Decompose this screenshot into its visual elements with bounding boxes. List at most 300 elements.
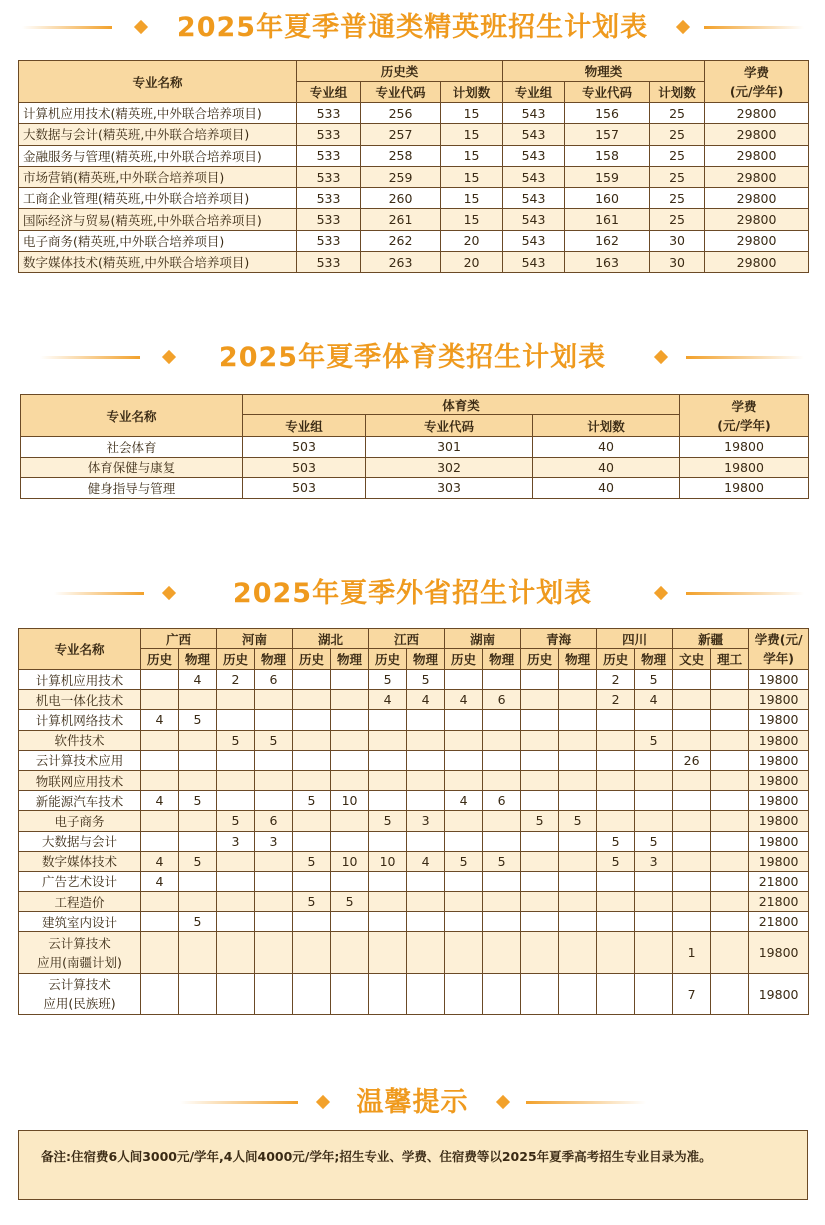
major-name: 新能源汽车技术 [19,791,141,811]
plan-cell [407,932,445,974]
major-name: 体育保健与康复 [21,457,243,478]
plan-cell [407,871,445,891]
plan-cell [635,973,673,1015]
plan-cell [179,871,217,891]
outprov-title: 2025年夏季外省招生计划表 [232,578,593,609]
plan-cell [179,750,217,770]
plan-cell [711,770,749,790]
table-row [19,811,809,831]
plan-cell [673,710,711,730]
col-subject: 理工 [711,649,749,670]
plan-cell: 5 [179,912,217,932]
plan-cell [407,730,445,750]
table-row [19,770,809,790]
plan-cell [217,690,255,710]
plan-cell [711,811,749,831]
plan-cell [483,710,521,730]
major-name: 工程造价 [19,892,141,912]
cell-hp: 15 [441,188,503,209]
plan-cell [445,730,483,750]
plan-cell: 5 [331,892,369,912]
plan-cell: 5 [179,851,217,871]
plan-cell: 4 [407,690,445,710]
cell-fee: 19800 [749,690,809,710]
plan-cell [331,730,369,750]
major-name: 数字媒体技术(精英班,中外联合培养项目) [19,252,297,273]
plan-cell [559,871,597,891]
plan-cell [521,710,559,730]
plan-cell [521,770,559,790]
cell-fee: 21800 [749,871,809,891]
plan-cell [407,791,445,811]
col-subject: 历史 [217,649,255,670]
plan-cell: 5 [597,851,635,871]
plan-cell [217,770,255,790]
plan-cell: 6 [255,811,293,831]
plan-cell: 4 [635,690,673,710]
plan-cell [141,770,179,790]
elite-title: 2025年夏季普通类精英班招生计划表 [176,12,649,43]
col-code: 专业代码 [361,82,441,103]
plan-cell [369,791,407,811]
table-row [19,730,809,750]
col-group: 专业组 [297,82,361,103]
plan-cell [673,770,711,790]
cell-fee: 29800 [705,252,809,273]
plan-cell [521,690,559,710]
plan-cell [331,710,369,730]
cell-fee: 19800 [680,478,809,499]
cell-hc: 257 [361,124,441,145]
plan-cell [521,973,559,1015]
major-name: 计算机应用技术 [19,670,141,690]
col-province: 江西 [369,629,445,649]
cell-fee: 19800 [749,750,809,770]
major-name: 计算机应用技术(精英班,中外联合培养项目) [19,103,297,124]
plan-cell [521,932,559,974]
plan-cell: 5 [369,670,407,690]
plan-cell [331,750,369,770]
plan-cell [217,973,255,1015]
plan-cell [559,892,597,912]
table-row [19,932,809,974]
plan-cell [179,831,217,851]
plan-cell [217,791,255,811]
plan-cell [179,690,217,710]
cell-pg: 543 [503,124,565,145]
col-category: 体育类 [243,395,680,415]
major-name: 大数据与会计 [19,831,141,851]
cell-pg: 543 [503,188,565,209]
cell-pc: 157 [565,124,650,145]
col-major: 专业名称 [21,395,243,437]
major-name: 广告艺术设计 [19,871,141,891]
plan-cell [559,750,597,770]
cell-hg: 533 [297,252,361,273]
cell-hg: 533 [297,145,361,166]
plan-cell [445,932,483,974]
major-name: 电子商务 [19,811,141,831]
cell-hg: 533 [297,188,361,209]
col-province: 湖南 [445,629,521,649]
plan-cell: 10 [331,851,369,871]
note-box: 备注:住宿费6人间3000元/学年,4人间4000元/学年;招生专业、学费、住宿费等以2025年夏季高考招生专业目录为准。 [18,1130,808,1200]
cell-pp: 25 [650,124,705,145]
cell-fee: 19800 [680,437,809,458]
cell-fee: 29800 [705,209,809,230]
col-subject: 历史 [369,649,407,670]
plan-cell [255,851,293,871]
plan-cell [597,973,635,1015]
sports-title: 2025年夏季体育类招生计划表 [218,342,607,373]
plan-cell: 3 [255,831,293,851]
table-row [19,871,809,891]
cell-pg: 543 [503,145,565,166]
plan-cell [141,750,179,770]
major-name: 社会体育 [21,437,243,458]
plan-cell [141,690,179,710]
plan-cell [179,932,217,974]
major-name: 云计算技术 应用(南疆计划) [19,932,141,974]
plan-cell [711,670,749,690]
col-province: 湖北 [293,629,369,649]
major-name: 云计算技术 应用(民族班) [19,973,141,1015]
table-row [21,437,809,458]
cell-p: 40 [533,457,680,478]
table-row [19,710,809,730]
cell-hp: 15 [441,103,503,124]
plan-cell: 5 [635,730,673,750]
plan-cell [635,811,673,831]
plan-cell: 4 [141,871,179,891]
cell-p: 40 [533,437,680,458]
plan-cell [217,892,255,912]
cell-c: 303 [366,478,533,499]
plan-cell [255,710,293,730]
elite-section-title [0,8,825,48]
plan-cell [673,670,711,690]
plan-cell [483,932,521,974]
table-row [21,478,809,499]
plan-cell [559,710,597,730]
plan-cell: 5 [559,811,597,831]
plan-cell: 4 [445,690,483,710]
plan-cell [141,932,179,974]
col-subject: 历史 [293,649,331,670]
plan-cell [445,670,483,690]
plan-cell [521,750,559,770]
major-name: 云计算技术应用 [19,750,141,770]
plan-cell [217,750,255,770]
plan-cell [331,871,369,891]
plan-cell [293,831,331,851]
cell-pp: 25 [650,209,705,230]
plan-cell [141,670,179,690]
col-subject: 物理 [331,649,369,670]
plan-cell [407,770,445,790]
plan-cell [255,932,293,974]
plan-cell [521,831,559,851]
col-fee: 学费(元/学年) [749,629,809,670]
cell-hg: 533 [297,166,361,187]
plan-cell [331,690,369,710]
plan-cell [597,730,635,750]
plan-cell [179,892,217,912]
col-physics: 物理类 [503,61,705,82]
plan-cell [293,811,331,831]
plan-cell [255,770,293,790]
plan-cell [559,851,597,871]
cell-pp: 25 [650,166,705,187]
plan-cell [369,770,407,790]
plan-cell [635,770,673,790]
plan-cell [217,710,255,730]
plan-cell [521,730,559,750]
plan-cell [559,791,597,811]
plan-cell [673,811,711,831]
plan-cell [369,892,407,912]
col-subject: 物理 [483,649,521,670]
table-row [19,750,809,770]
elite-plan-table [18,60,809,273]
cell-pg: 543 [503,166,565,187]
plan-cell [559,831,597,851]
plan-cell [141,831,179,851]
table-row [19,791,809,811]
plan-cell [179,730,217,750]
col-subject: 物理 [179,649,217,670]
cell-hg: 533 [297,103,361,124]
cell-hc: 261 [361,209,441,230]
col-province: 四川 [597,629,673,649]
plan-cell [293,871,331,891]
cell-c: 301 [366,437,533,458]
plan-cell [597,892,635,912]
plan-cell [635,912,673,932]
plan-cell [179,973,217,1015]
plan-cell: 5 [445,851,483,871]
cell-fee: 19800 [680,457,809,478]
plan-cell: 5 [369,811,407,831]
col-code: 专业代码 [366,415,533,437]
cell-pc: 161 [565,209,650,230]
plan-cell [483,831,521,851]
plan-cell [407,973,445,1015]
plan-cell [711,831,749,851]
plan-cell [255,791,293,811]
major-name: 计算机网络技术 [19,710,141,730]
col-fee: 学费 (元/学年) [680,395,809,437]
col-code: 专业代码 [565,82,650,103]
plan-cell: 5 [217,811,255,831]
cell-pp: 30 [650,230,705,251]
major-name: 工商企业管理(精英班,中外联合培养项目) [19,188,297,209]
cell-fee: 19800 [749,973,809,1015]
plan-cell [673,912,711,932]
plan-cell [293,770,331,790]
cell-fee: 19800 [749,670,809,690]
plan-cell: 3 [217,831,255,851]
col-plan: 计划数 [650,82,705,103]
cell-fee: 19800 [749,932,809,974]
plan-cell: 4 [141,710,179,730]
cell-hc: 258 [361,145,441,166]
plan-cell: 5 [217,730,255,750]
plan-cell [293,670,331,690]
plan-cell [711,750,749,770]
plan-cell [711,690,749,710]
plan-cell: 2 [217,670,255,690]
plan-cell [293,750,331,770]
plan-cell [483,730,521,750]
col-province: 青海 [521,629,597,649]
plan-cell: 1 [673,932,711,974]
plan-cell: 4 [141,791,179,811]
plan-cell [255,871,293,891]
plan-cell: 2 [597,670,635,690]
plan-cell [331,811,369,831]
plan-cell: 5 [407,670,445,690]
col-province: 新疆 [673,629,749,649]
col-subject: 物理 [635,649,673,670]
cell-hp: 15 [441,209,503,230]
cell-fee: 19800 [749,770,809,790]
col-major: 专业名称 [19,61,297,103]
col-subject: 物理 [255,649,293,670]
plan-cell [635,791,673,811]
col-subject: 物理 [407,649,445,670]
major-name: 健身指导与管理 [21,478,243,499]
plan-cell [255,750,293,770]
plan-cell [597,912,635,932]
plan-cell [711,710,749,730]
plan-cell: 5 [635,831,673,851]
plan-cell [673,871,711,891]
cell-fee: 29800 [705,166,809,187]
plan-cell [559,973,597,1015]
table-row [19,973,809,1015]
table-row [19,670,809,690]
col-major: 专业名称 [19,629,141,670]
plan-cell [673,690,711,710]
table-row [19,124,809,145]
cell-pg: 543 [503,252,565,273]
plan-cell: 3 [407,811,445,831]
col-subject: 历史 [597,649,635,670]
cell-hc: 256 [361,103,441,124]
cell-pc: 159 [565,166,650,187]
major-name: 建筑室内设计 [19,912,141,932]
cell-g: 503 [243,478,366,499]
plan-cell [711,912,749,932]
col-subject: 物理 [559,649,597,670]
plan-cell [331,973,369,1015]
cell-fee: 19800 [749,791,809,811]
plan-cell [407,710,445,730]
plan-cell [673,892,711,912]
plan-cell [711,932,749,974]
major-name: 电子商务(精英班,中外联合培养项目) [19,230,297,251]
plan-cell [635,750,673,770]
plan-cell [141,730,179,750]
major-name: 物联网应用技术 [19,770,141,790]
plan-cell [483,750,521,770]
plan-cell [521,791,559,811]
plan-cell [711,791,749,811]
plan-cell: 4 [141,851,179,871]
col-group: 专业组 [503,82,565,103]
outprov-plan-table [18,628,809,1015]
table-row [19,145,809,166]
cell-hc: 260 [361,188,441,209]
cell-hp: 15 [441,124,503,145]
plan-cell [407,750,445,770]
cell-hp: 15 [441,145,503,166]
plan-cell [559,770,597,790]
plan-cell: 10 [331,791,369,811]
plan-cell [293,690,331,710]
table-row [19,209,809,230]
plan-cell [445,811,483,831]
plan-cell [255,973,293,1015]
plan-cell [597,932,635,974]
plan-cell: 10 [369,851,407,871]
plan-cell: 3 [635,851,673,871]
outprov-section-title [0,574,825,614]
plan-cell: 4 [179,670,217,690]
plan-cell [293,932,331,974]
cell-fee: 19800 [749,851,809,871]
cell-pp: 25 [650,103,705,124]
plan-cell [217,851,255,871]
plan-cell [445,710,483,730]
col-subject: 历史 [141,649,179,670]
table-row [19,166,809,187]
plan-cell: 6 [483,690,521,710]
plan-cell [141,892,179,912]
plan-cell [521,912,559,932]
col-subject: 文史 [673,649,711,670]
table-row [19,892,809,912]
plan-cell [293,730,331,750]
plan-cell [331,670,369,690]
plan-cell [559,670,597,690]
plan-cell [407,892,445,912]
cell-pc: 156 [565,103,650,124]
plan-cell [597,811,635,831]
plan-cell: 5 [521,811,559,831]
plan-cell [141,912,179,932]
cell-pp: 25 [650,188,705,209]
plan-cell [483,770,521,790]
plan-cell [673,851,711,871]
cell-p: 40 [533,478,680,499]
plan-cell: 5 [293,851,331,871]
plan-cell [559,932,597,974]
plan-cell [521,892,559,912]
plan-cell [369,973,407,1015]
cell-hg: 533 [297,124,361,145]
plan-cell [255,892,293,912]
col-subject: 历史 [445,649,483,670]
plan-cell [711,871,749,891]
plan-cell: 5 [635,670,673,690]
plan-cell [331,831,369,851]
cell-fee: 19800 [749,831,809,851]
cell-pc: 163 [565,252,650,273]
table-row [19,230,809,251]
plan-cell [711,851,749,871]
